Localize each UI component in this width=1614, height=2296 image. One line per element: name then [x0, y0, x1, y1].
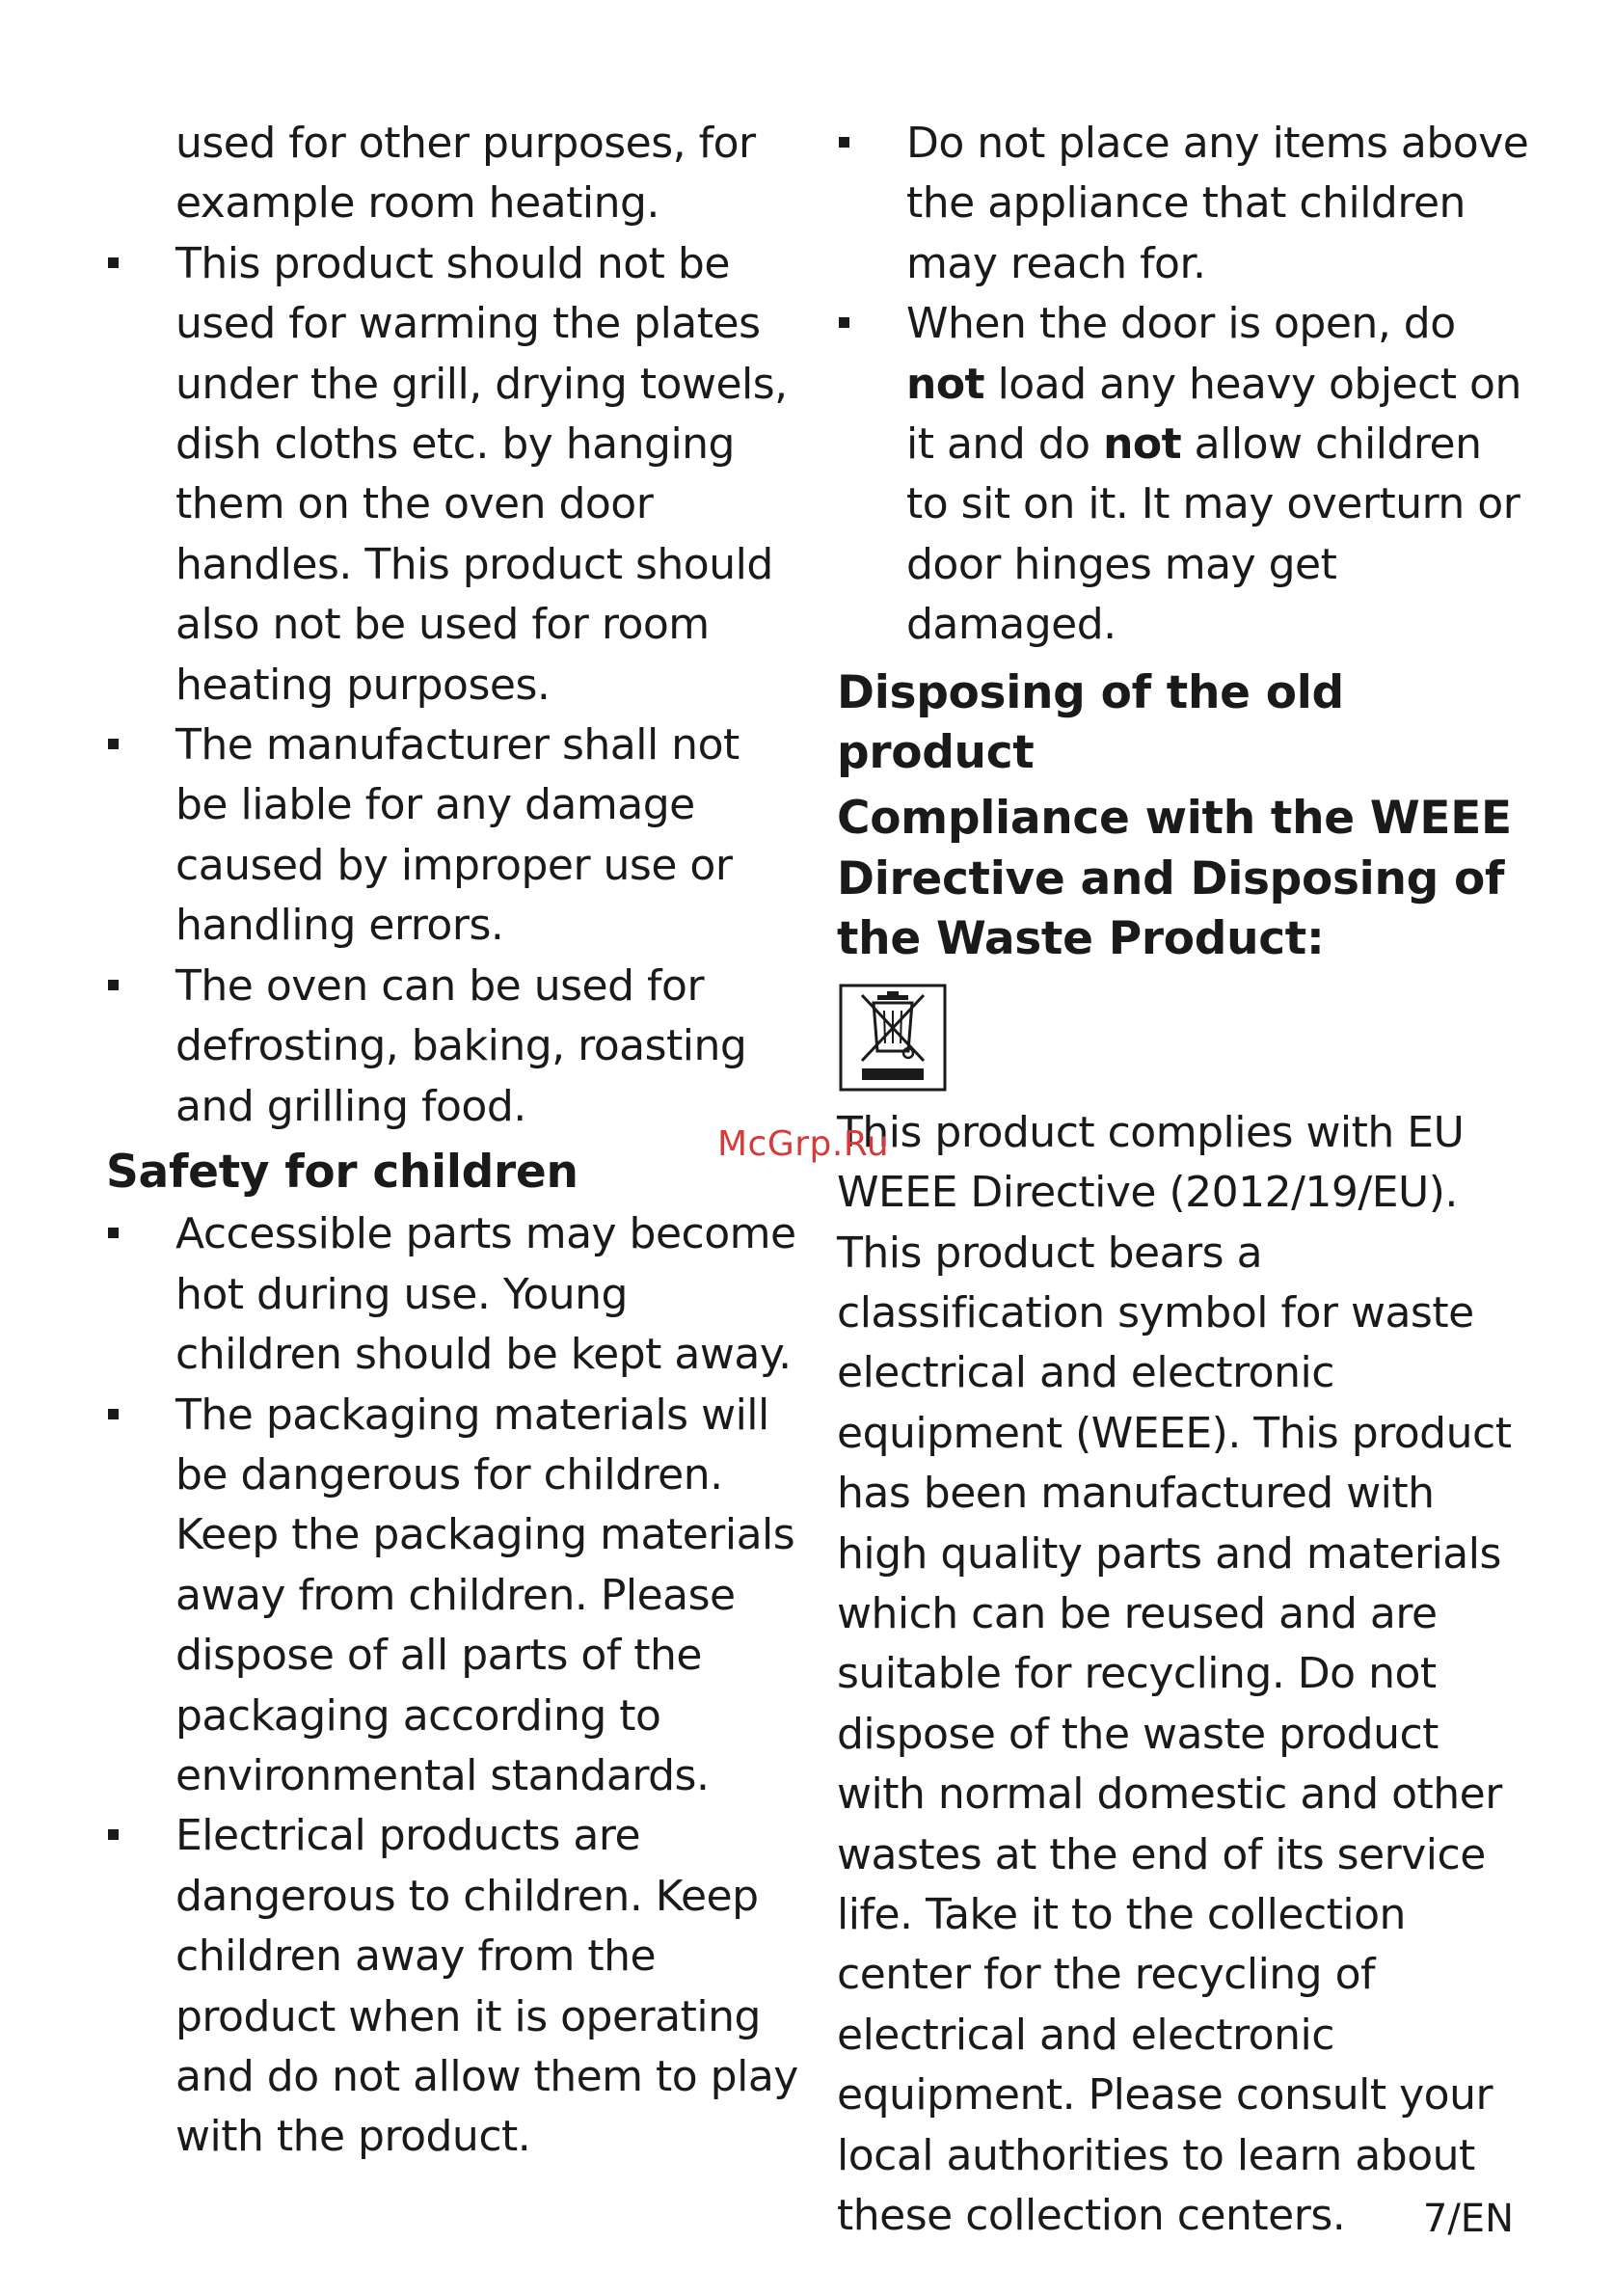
right-column — [837, 114, 1531, 2246]
bullet-text-part: allow children to sit on it. It may overturn or door hinges may get damaged. — [906, 419, 1520, 650]
crossed-out-wheelie-bin-icon — [839, 984, 947, 1092]
bullet-text: This product should not be used for warming the plates under the grill, drying towels, dish cloths etc. by hanging them on the oven door handles. This product should also not be used for room heating purposes. — [175, 238, 788, 710]
bullet-text: Accessible parts may become hot during use. Young children should be kept away. — [175, 1209, 796, 1380]
bullet-item-electrical — [106, 1806, 800, 2167]
bullet-text: The manufacturer shall not be liable for any damage caused by improper use or handling errors. — [175, 720, 740, 951]
left-column — [106, 114, 800, 2168]
bullet-text: The oven can be used for defrosting, baking, roasting and grilling food. — [175, 960, 747, 1131]
bullet-text: Electrical products are dangerous to children. Keep children away from the product when it is operating and do not allow them to play with the product. — [175, 1811, 798, 2162]
section-heading-children: Safety for children — [106, 1145, 578, 1199]
bullet-icon — [108, 980, 119, 990]
bullet-item-liability — [106, 716, 800, 957]
bullet-item-warming — [106, 234, 800, 716]
bullet-text: The packaging materials will be dangerous for children. Keep the packaging materials away from children. Please dispose of all parts of the packaging according to environmental standards. — [175, 1390, 795, 1800]
bullet-icon — [108, 739, 119, 749]
bullet-icon — [108, 1409, 119, 1419]
emphasis-not: not — [1103, 419, 1182, 470]
bullet-text-part: load any heavy object on it and do — [906, 359, 1521, 470]
bullet-item-usage — [106, 957, 800, 1137]
emphasis-not: not — [906, 359, 985, 409]
page-number: 7/EN — [1422, 2197, 1514, 2241]
section-heading-disposing: Disposing of the old product — [837, 665, 1344, 780]
continued-text: used for other purposes, for example room heating. — [175, 119, 756, 229]
bullet-icon — [108, 257, 119, 268]
bullet-icon — [839, 137, 849, 148]
bullet-icon — [108, 1829, 119, 1840]
section-heading-weee: Compliance with the WEEE Directive and Disposing of the Waste Product: — [837, 792, 1512, 966]
bullet-text-part: When the door is open, do — [906, 299, 1456, 349]
bullet-icon — [839, 317, 849, 328]
weee-paragraph: This product complies with EU WEEE Directive (2012/19/EU). This product bears a classification symbol for waste electrical and electronic equipment (WEEE). This product has been manufactured with high quality parts and materials which can be reused and are suitable for recycling. Do not dispose of the waste product with normal domestic and other wastes at the end of its service life. Take it to the collection center for the recycling of electrical and electronic equipment. Please consult your local authorities to learn about these collection centers. — [837, 1107, 1512, 2240]
bullet-item-packaging — [106, 1386, 800, 1807]
bullet-text: Do not place any items above the appliance that children may reach for. — [906, 119, 1529, 288]
bullet-item-door-open — [837, 294, 1531, 655]
bullet-icon — [108, 1228, 119, 1238]
bullet-item-no-items-above — [837, 114, 1531, 294]
bullet-item-hot-parts — [106, 1204, 800, 1385]
watermark: McGrp.Ru — [717, 1124, 890, 1164]
